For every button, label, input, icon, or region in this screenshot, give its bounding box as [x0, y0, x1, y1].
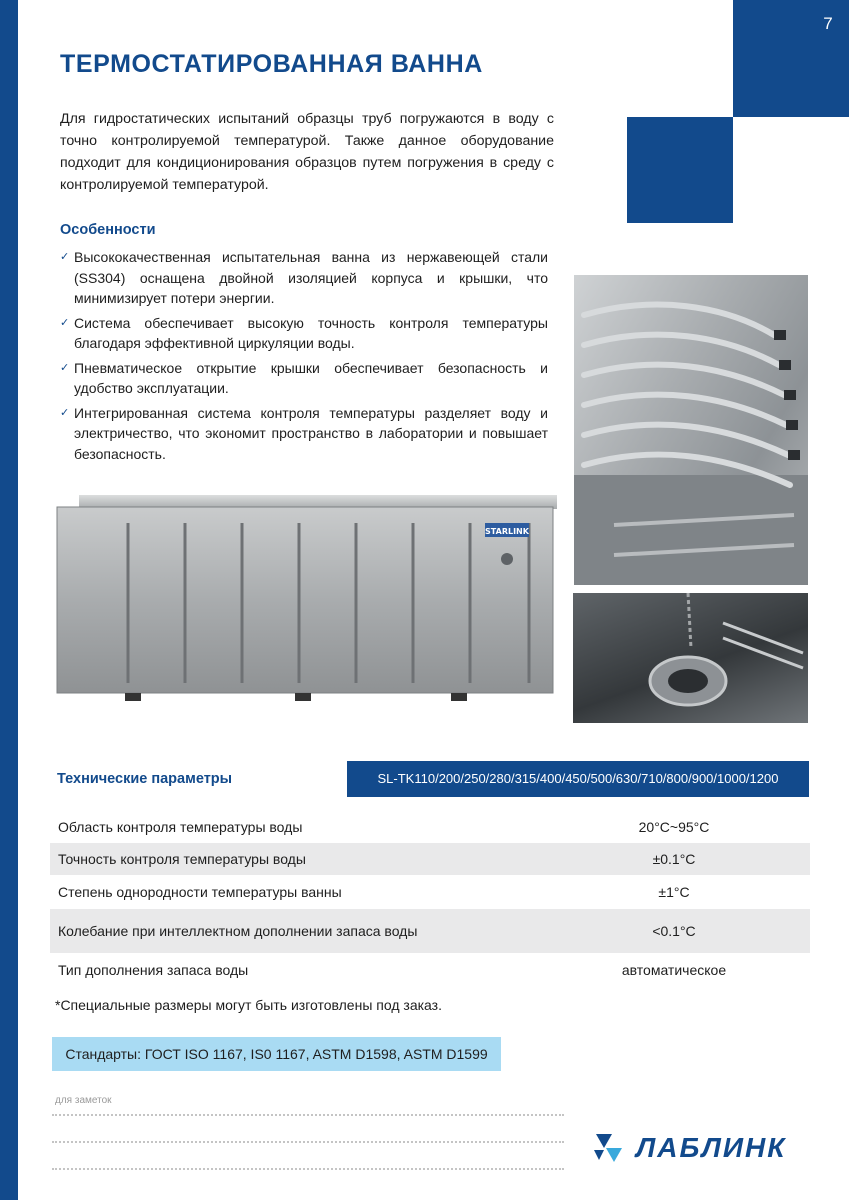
spec-value: ±0.1°С	[652, 851, 696, 867]
feature-text: Высококачественная испытательная ванна из нержавеющей стали (SS304) оснащена двойной изоляцией корпуса и крышки, что минимизирует потери энергии.	[74, 249, 548, 306]
spec-row	[50, 843, 810, 875]
left-accent-bar	[0, 0, 18, 1200]
page-number: 7	[823, 14, 833, 33]
brand-label: STARLINK	[485, 527, 529, 536]
feature-text: Система обеспечивает высокую точность контроля температуры благодаря эффективной циркуляции воды.	[74, 314, 548, 351]
notes-line	[52, 1141, 564, 1143]
spec-row	[50, 811, 810, 843]
notes-line	[52, 1114, 564, 1116]
model-list-badge: SL-TK110/200/250/280/315/400/450/500/630/710/800/900/1000/1200	[347, 761, 809, 797]
feature-item	[60, 313, 548, 354]
feature-item	[60, 358, 548, 399]
spec-value: 20°С~95°С	[638, 819, 710, 835]
footnote: *Специальные размеры могут быть изготовлены под заказ.	[55, 997, 442, 1013]
feature-text: Интегрированная система контроля температуры разделяет воду и электричество, что экономит пространство в лаборатории и повышает безопасность.	[74, 404, 548, 462]
spec-label: Точность контроля температуры воды	[58, 850, 306, 867]
spec-value: ±1°С	[658, 884, 690, 900]
bath-photo	[55, 493, 558, 705]
spec-row	[50, 875, 810, 909]
spec-value: автоматическое	[621, 962, 727, 978]
check-icon: ✓	[60, 251, 70, 263]
logo-mark-icon	[592, 1130, 628, 1166]
page-title: ТЕРМОСТАТИРОВАННАЯ ВАННА	[60, 50, 483, 78]
spec-value: <0.1°С	[652, 923, 696, 939]
features-heading: Особенности	[60, 222, 156, 238]
notes-label: для заметок	[55, 1095, 112, 1106]
check-icon: ✓	[60, 316, 70, 329]
spec-label: Колебание при интеллектном дополнении запаса воды	[58, 922, 418, 939]
spec-label: Степень однородности температуры ванны	[58, 883, 342, 900]
company-logo	[592, 1128, 822, 1168]
spec-label: Тип дополнения запаса воды	[58, 961, 249, 978]
check-icon: ✓	[60, 406, 70, 419]
feature-item	[60, 247, 548, 309]
logo-text: ЛАБЛИНК	[636, 1132, 787, 1163]
spec-row	[50, 953, 810, 987]
params-heading: Технические параметры	[57, 771, 233, 787]
check-icon: ✓	[60, 361, 70, 374]
feature-text: Пневматическое открытие крышки обеспечивает безопасность и удобство эксплуатации.	[74, 359, 548, 396]
spec-label: Область контроля температуры воды	[58, 818, 303, 835]
intro-paragraph: Для гидростатических испытаний образцы труб погружаются в воду с точно контролируемой температурой. Также данное оборудование подходит для кондиционирования образцов путем погружения в среду с контролируемой температурой.	[60, 111, 554, 193]
spec-row	[50, 909, 810, 953]
corner-decor-square-2	[627, 117, 733, 223]
feature-item	[60, 403, 548, 465]
spec-table	[50, 811, 810, 987]
specimen-photo	[573, 593, 808, 723]
standards-badge: Стандарты: ГОСТ ISO 1167, IS0 1167, ASTM D1598, ASTM D1599	[52, 1037, 501, 1071]
features-list	[60, 247, 548, 468]
pipes-photo	[574, 275, 808, 585]
notes-line	[52, 1168, 564, 1170]
